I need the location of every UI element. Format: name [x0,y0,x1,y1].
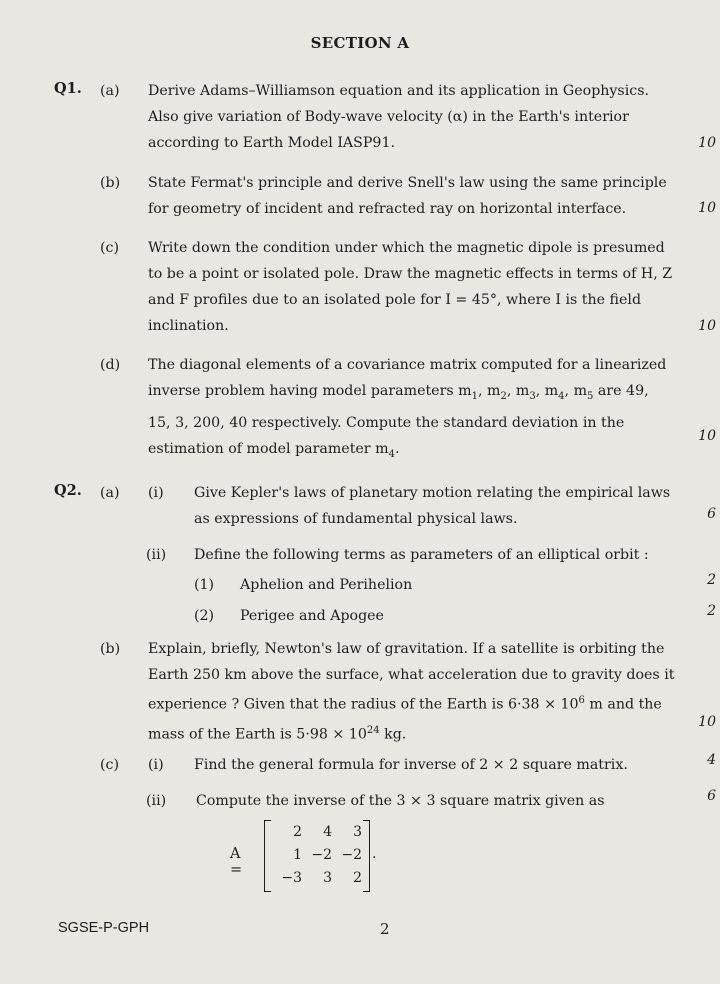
q1a-text [148,78,682,156]
q2c-ii-marks: 6 [707,788,716,804]
q1b-label: (b) [100,175,121,191]
q1c-text [148,235,682,339]
q2a-ii-item-2-text: Perigee and Apogee [240,608,384,624]
q2b-label: (b) [100,641,121,657]
q1a-line-2: Also give variation of Body-wave velocity (α) in the Earth's interior [148,109,629,125]
q2a-i-text [194,480,684,532]
matrix-row [272,843,364,867]
q2c-i-text: Find the general formula for inverse of 2 × 2 square matrix. [194,757,628,773]
q2c-i-marks: 4 [707,752,716,768]
section-title: SECTION A [310,34,410,52]
q1c-line-2: to be a point or isolated pole. Draw the magnetic effects in terms of H, Z [148,266,673,282]
q1d-line-2: inverse problem having model parameters $m_1$, $m_2$, $m_3$, $m_4$, $m_5$ are 49, [148,383,649,402]
q2a-ii-item-2-marks: 2 [707,603,716,619]
matrix-cell: 3 [323,870,332,886]
matrix-end-dot: . [372,846,377,862]
matrix-cell: 2 [293,824,302,840]
q1c-line-3: and F profiles due to an isolated pole for I = 45°, where I is the field [148,292,642,308]
q2a-ii-item-2-label: (2) [194,608,215,624]
q2a-i-line-2: as expressions of fundamental physical laws. [194,511,518,527]
q1a-line-3: according to Earth Model IASP91. [148,135,395,151]
q2-number: Q2. [54,482,82,499]
q2a-i-marks: 6 [707,506,716,522]
q1d-label: (d) [100,357,121,373]
q2a-ii-label: (ii) [146,547,167,563]
matrix-row [272,820,364,844]
q1d-line-4: estimation of model parameter $m_4$. [148,440,400,460]
q2c-i-label: (i) [148,757,164,773]
q1b-line-2: for geometry of incident and refracted ray on horizontal interface. [148,201,627,217]
q2a-ii-text: Define the following terms as parameters of an elliptical orbit : [194,547,649,563]
q2a-ii-item-1-marks: 2 [707,572,716,588]
matrix-cell: 4 [323,824,332,840]
q2c-ii-label: (ii) [146,793,167,809]
q1c-line-1: Write down the condition under which the magnetic dipole is presumed [148,240,665,256]
q2a-i-line-1: Give Kepler's laws of planetary motion relating the empirical laws [194,485,671,501]
matrix-cell: 2 [353,870,362,886]
q2a-label: (a) [100,485,120,501]
q2c-ii-text: Compute the inverse of the 3 × 3 square matrix given as [196,793,605,809]
q2b-line-2: Earth 250 km above the surface, what acceleration due to gravity does it [148,667,675,683]
q1d-line-3: 15, 3, 200, 40 respectively. Compute the standard deviation in the [148,414,625,431]
matrix-right-bracket [363,820,370,892]
q2b-line-1: Explain, briefly, Newton's law of gravitation. If a satellite is orbiting the [148,641,665,657]
matrix-cell: 1 [293,847,302,863]
q1b-text [148,170,682,222]
q1c-label: (c) [100,240,120,256]
q1b-line-1: State Fermat's principle and derive Snell's law using the same principle [148,175,667,191]
q2b-marks: 10 [698,714,716,730]
matrix-label: A = [230,846,243,878]
paper-code: SGSE-P-GPH [58,920,150,936]
q2a-ii-item-1-text: Aphelion and Perihelion [240,577,413,593]
q1c-line-4: inclination. [148,318,229,334]
q1-number: Q1. [54,80,82,97]
q2b-line-3: experience ? Given that the radius of the Earth is $6\cdot 38 \times 10^6$ m and the [148,695,662,713]
matrix-cell: −2 [341,847,362,863]
q1d-text [148,352,682,468]
q1a-line-1: Derive Adams–Williamson equation and its application in Geophysics. [148,83,649,99]
matrix-cell: −3 [281,870,302,886]
matrix-cell: −2 [311,847,332,863]
page-number: 2 [380,920,390,938]
q2b-text [148,636,684,747]
matrix-left-bracket [264,820,271,892]
q2c-label: (c) [100,757,120,773]
matrix-cell: 3 [353,824,362,840]
q1c-marks: 10 [698,318,716,334]
q1b-marks: 10 [698,200,716,216]
q2b-line-4: mass of the Earth is $5\cdot 98 \times 10^{24}$ kg. [148,724,407,743]
q2a-ii-item-1-label: (1) [194,577,215,593]
matrix-body [264,820,370,892]
q2a-i-label: (i) [148,485,164,501]
q1a-marks: 10 [698,135,716,151]
matrix-row [272,866,364,890]
q1a-label: (a) [100,83,120,99]
q1d-line-1: The diagonal elements of a covariance matrix computed for a linearized [148,357,667,373]
q1d-marks: 10 [698,428,716,444]
